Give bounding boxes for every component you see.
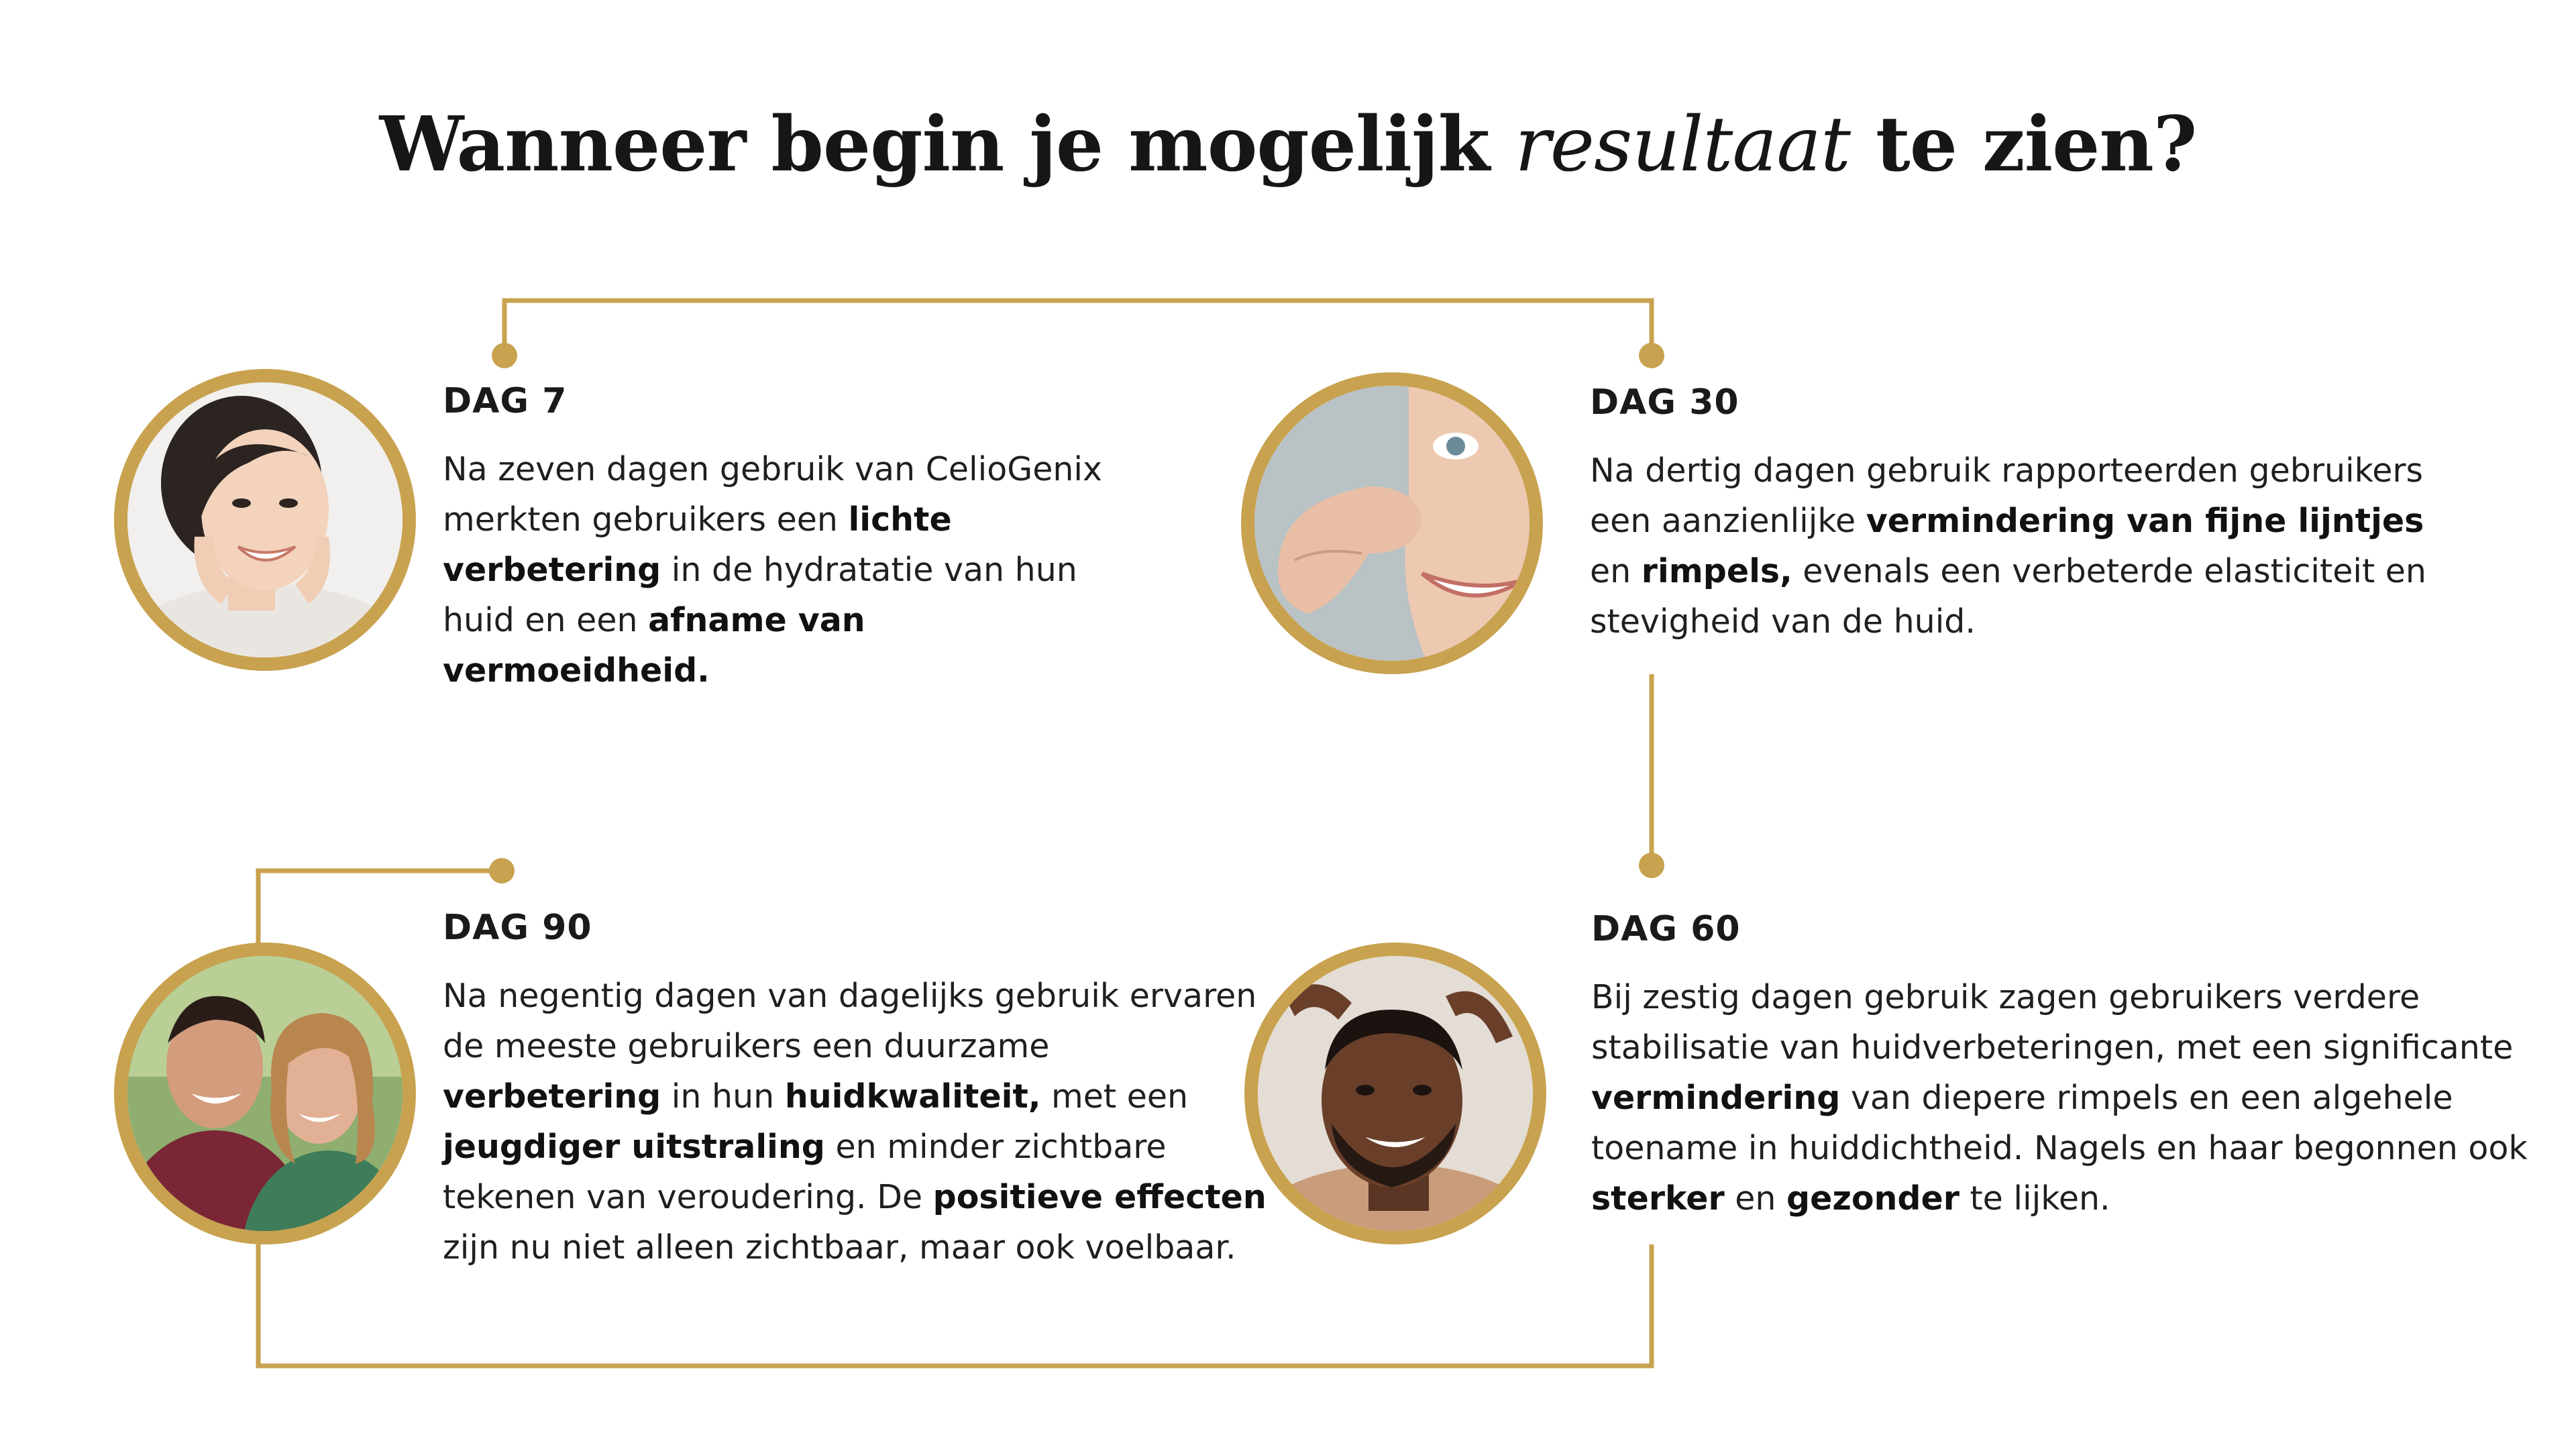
step-heading: DAG 60: [1591, 909, 1741, 949]
step-text-bold: huidkwaliteit,: [784, 1077, 1041, 1116]
step-heading: DAG 90: [443, 908, 592, 948]
step-text-bold: jeugdiger uitstraling: [443, 1128, 825, 1166]
step-text: [443, 971, 1275, 1273]
step-text-run: en: [1724, 1179, 1787, 1218]
title-after: te zien?: [1849, 101, 2197, 189]
step-text-bold: sterker: [1591, 1179, 1725, 1218]
step-text-bold: verbetering: [443, 1077, 661, 1116]
step-heading: DAG 7: [443, 381, 568, 421]
connector-7-30: [504, 301, 1652, 356]
step-text-bold: rimpels,: [1641, 552, 1792, 590]
dot-dag30: [1639, 343, 1664, 368]
card-dag60: [1591, 909, 2530, 1224]
step-text-run: in de hydratatie van hun huid en een: [443, 551, 1077, 639]
photo-dag7: [114, 369, 416, 671]
title-before: Wanneer begin je mogelijk: [379, 101, 1515, 189]
step-text-bold: afname van vermoeidheid.: [443, 601, 865, 690]
step-text-run: Bij zestig dagen gebruik zagen gebruikers verdere stabilisatie van huidverbeteringen, met een significante: [1591, 978, 2514, 1067]
step-text-run: evenals een verbeterde elasticiteit en stevigheid van de huid.: [1590, 552, 2426, 641]
step-text-run: en: [1590, 552, 1642, 590]
photo-dag90: [114, 943, 416, 1244]
step-text: [1591, 972, 2530, 1224]
step-text-run: zijn nu niet alleen zichtbaar, maar ook voelbaar.: [443, 1228, 1236, 1267]
step-text-run: en minder zichtbare tekenen van veroudering. De: [443, 1128, 1167, 1216]
step-text-run: van diepere rimpels en een algehele toename in huiddichtheid. Nagels en haar begonnen ook: [1591, 1079, 2528, 1167]
step-text-bold: positieve effecten: [932, 1178, 1267, 1216]
step-text-bold: lichte verbetering: [443, 500, 952, 589]
step-text-bold: vermindering: [1591, 1079, 1841, 1117]
step-text-bold: gezonder: [1786, 1179, 1960, 1218]
dot-dag90: [489, 858, 515, 884]
step-text-bold: vermindering van fijne lijntjes: [1866, 502, 2424, 540]
step-text: [443, 444, 1120, 696]
step-text: [1590, 445, 2462, 647]
step-text-run: Na zeven dagen gebruik van CelioGenix merkten gebruikers een: [443, 450, 1103, 539]
photo-dag30: [1241, 372, 1543, 674]
card-dag90: [443, 908, 1275, 1273]
step-text-run: Na dertig dagen gebruik rapporteerden gebruikers een aanzienlijke: [1590, 451, 2424, 540]
step-heading: DAG 30: [1590, 382, 1739, 423]
photo-dag60: [1244, 943, 1546, 1244]
title-emphasis: resultaat: [1515, 101, 1850, 189]
step-text-run: te lijken.: [1959, 1179, 2110, 1218]
step-text-run: in hun: [661, 1077, 785, 1116]
card-dag7: [443, 381, 1120, 696]
card-dag30: [1590, 382, 2462, 647]
dot-dag7: [492, 343, 517, 368]
dot-dag60: [1639, 853, 1664, 878]
step-text-run: Na negentig dagen van dagelijks gebruik ervaren de meeste gebruikers een duurzame: [443, 977, 1257, 1065]
step-text-run: met een: [1040, 1077, 1189, 1116]
